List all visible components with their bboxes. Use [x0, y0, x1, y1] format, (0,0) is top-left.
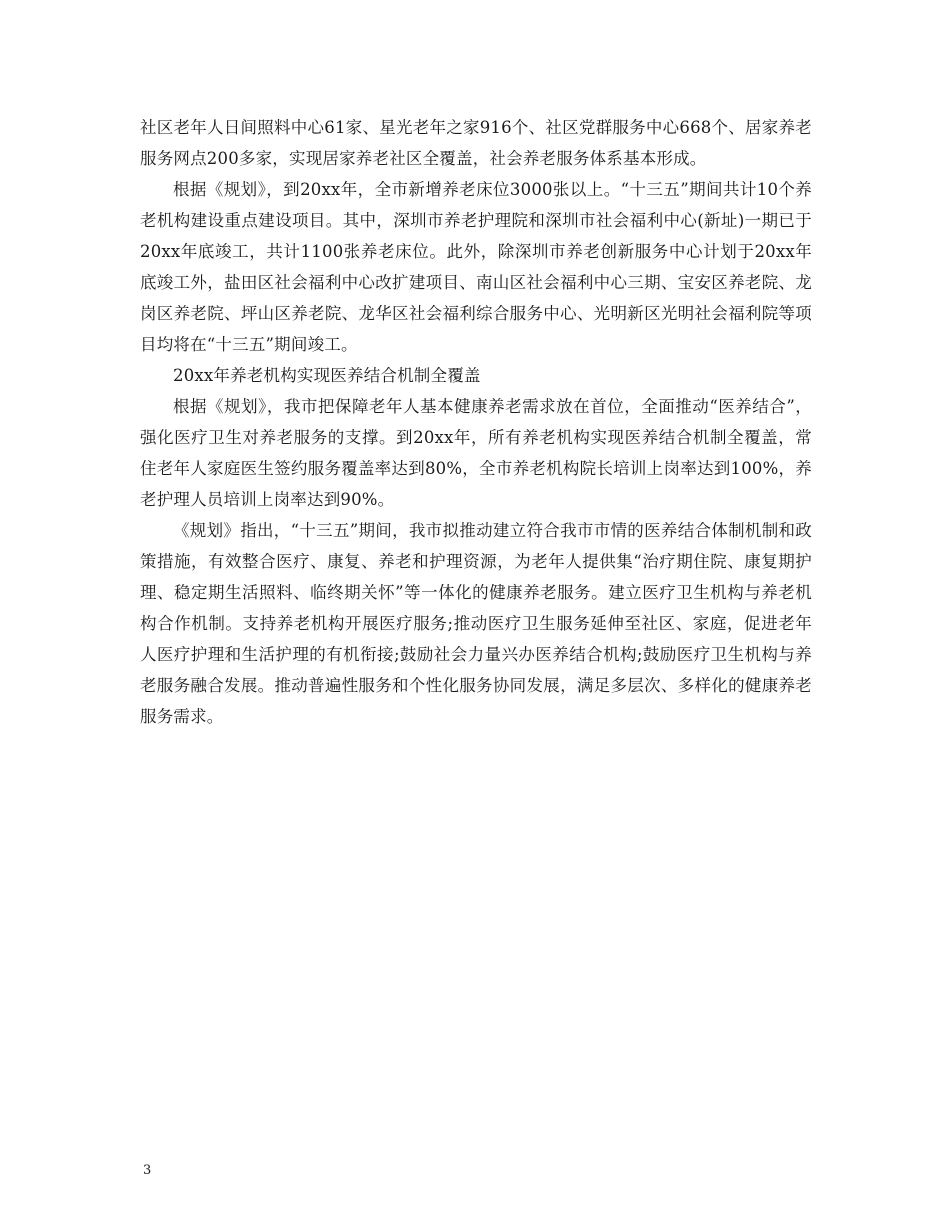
paragraph-plan-points: 《规划》指出，“十三五”期间，我市拟推动建立符合我市市情的医养结合体制机制和政策措施，有效整合医疗、康复、养老和护理资源，为老年人提供集“治疗期住院、康复期护理、稳定期生活照料、临终期关怀”等一体化的健康养老服务。建立医疗卫生机构与养老机构合作机制。支持养老机构开展医疗服务;推动医疗卫生服务延伸至社区、家庭，促进老年人医疗护理和生活护理的有机衔接;鼓励社会力量兴办医养结合机构;鼓励医疗卫生机构与养老服务融合发展。推动普遍性服务和个性化服务协同发展，满足多层次、多样化的健康养老服务需求。 — [140, 521, 812, 726]
paragraph-medical-care: 根据《规划》，我市把保障老年人基本健康养老需求放在首位，全面推动“医养结合”，强化医疗卫生对养老服务的支撑。到20xx年，所有养老机构实现医养结合机制全覆盖，常住老年人家庭医生签约服务覆盖率达到80%，全市养老机构院长培训上岗率达到100%，养老护理人员培训上岗率达到90%。 — [140, 397, 812, 509]
section-heading: 20xx年养老机构实现医养结合机制全覆盖 — [173, 366, 481, 385]
document-page — [140, 112, 812, 732]
paragraph-continued: 社区老年人日间照料中心61家、星光老年之家916个、社区党群服务中心668个、居家养老服务网点200多家，实现居家养老社区全覆盖，社会养老服务体系基本形成。 — [140, 118, 812, 168]
page-number: 3 — [143, 1163, 152, 1178]
paragraph-bed-plan: 根据《规划》，到20xx年，全市新增养老床位3000张以上。“十三五”期间共计10个养老机构建设重点建设项目。其中，深圳市养老护理院和深圳市社会福利中心(新址)一期已于20xx年底竣工，共计1100张养老床位。此外，除深圳市养老创新服务中心计划于20xx年底竣工外，盐田区社会福利中心改扩建项目、南山区社会福利中心三期、宝安区养老院、龙岗区养老院、坪山区养老院、龙华区社会福利综合服务中心、光明新区光明社会福利院等项目均将在“十三五”期间竣工。 — [140, 180, 812, 354]
